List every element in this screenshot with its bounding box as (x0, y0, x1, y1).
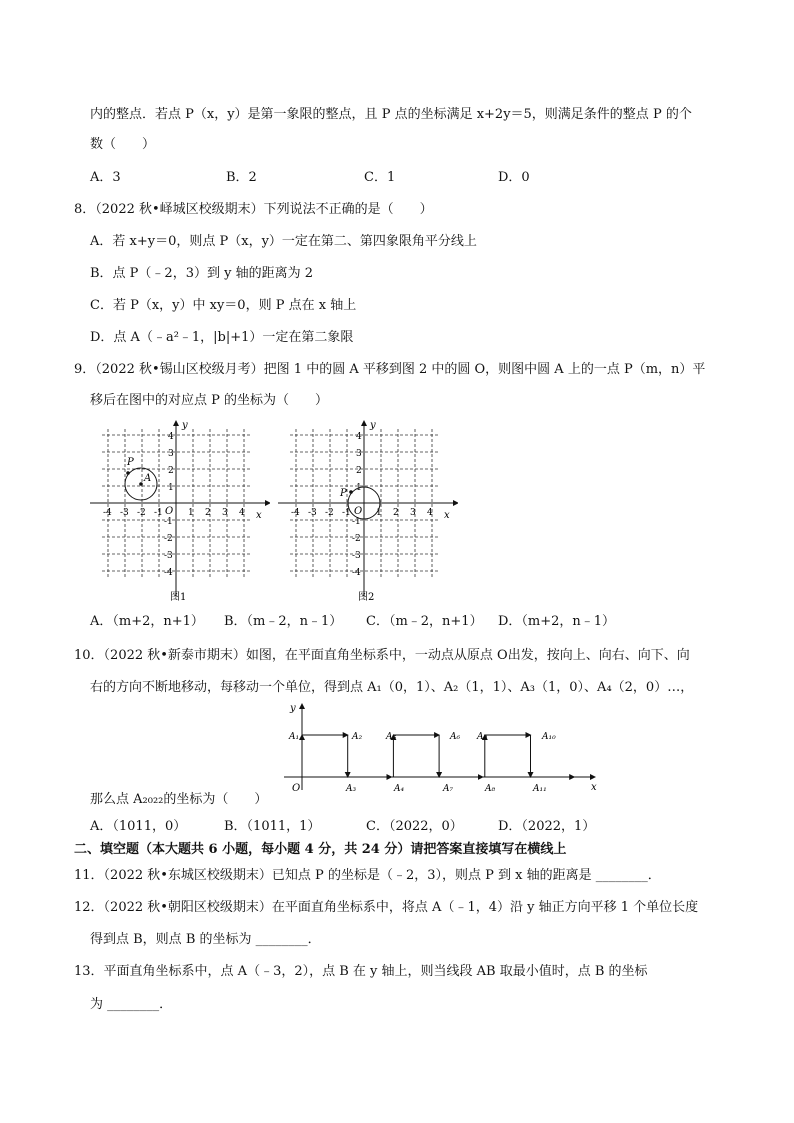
fig2-x-tick-label: -4 (291, 508, 300, 518)
q10-figure (280, 700, 600, 795)
q7-option-b: B．2 (226, 170, 257, 185)
fig1-caption: 图1 (170, 592, 187, 603)
fig1-label-p: P (127, 457, 134, 468)
fig2-x-tick-label: -2 (325, 508, 334, 518)
q10-label-a5: A₅ (386, 732, 397, 742)
fig2-x-arrow-icon (453, 500, 458, 506)
q9-line-1: 9．（2022 秋•锡山区校级月考）把图 1 中的圆 A 平移到图 2 中的圆 O，则图中圆 A 上的一点 P（m，n）平 (74, 362, 706, 377)
fig1-y-tick-label: -4 (164, 568, 173, 578)
fig2-y-tick-label: 3 (356, 449, 362, 459)
q9-option-a: A．（m+2，n+1） (90, 614, 204, 629)
fig2-y-tick-label: -1 (352, 517, 361, 527)
q9-figure-1 (90, 420, 270, 606)
fig2-x-tick-label: 4 (427, 508, 433, 518)
q7-option-a: A．3 (90, 170, 121, 185)
q11: 11．（2022 秋•东城区校级期末）已知点 P 的坐标是（﹣2，3），则点 P 到 x 轴的距离是 ________． (74, 868, 661, 883)
fig2-y-tick-label: 2 (356, 466, 362, 476)
fig1-x-tick-label: 4 (239, 508, 245, 518)
q10-label-a3: A₃ (346, 784, 357, 794)
fig2-y-arrow-icon (361, 420, 367, 426)
q10-label-a6: A₆ (450, 732, 461, 742)
fig2-x-tick-label: -3 (308, 508, 317, 518)
fig1-y-tick-label: 3 (168, 449, 174, 459)
fig1-x-tick-label: -2 (137, 508, 146, 518)
fig2-label-p: P (340, 488, 347, 499)
q7-line-2: 数（ ） (90, 137, 156, 152)
fig1-x-tick-label: 3 (222, 508, 228, 518)
fig1-y-tick-label: -2 (164, 534, 173, 544)
fig1-y-label: y (182, 420, 188, 431)
q10-line-2: 右的方向不断地移动，每移动一个单位，得到点 A₁（0，1）、A₂（1，1）、A₃（1，0）、A₄（2，0）…， (90, 680, 694, 695)
fig1-x-tick-label: -1 (154, 508, 163, 518)
q10-label-a1: A₁ (289, 732, 300, 742)
q10-option-a: A．（1011，0） (90, 819, 187, 834)
q10-option-c: C．（2022，0） (366, 819, 463, 834)
q7-option-c: C．1 (364, 170, 396, 185)
fig2-caption: 图2 (358, 592, 375, 603)
fig1-x-tick-label: 1 (188, 508, 194, 518)
q8-option-a: A．若 x+y＝0，则点 P（x，y）一定在第二、第四象限角平分线上 (90, 234, 477, 249)
q10-line-3: 那么点 A₂₀₂₂的坐标为（ ） (90, 792, 268, 807)
fig2-y-tick-label: 4 (356, 432, 362, 442)
fig2-y-tick-label: 1 (356, 483, 362, 493)
fig1-x-label: x (256, 510, 262, 521)
fig1-x-arrow-icon (265, 500, 270, 506)
q12-line-1: 12．（2022 秋•朝阳区校级期末）在平面直角坐标系中，将点 A（﹣1，4）沿 y 轴正方向平移 1 个单位长度 (74, 900, 699, 915)
q10-path (302, 735, 574, 777)
fig2-y-tick-label: -4 (352, 568, 361, 578)
q12-line-2: 得到点 B，则点 B 的坐标为 ________． (90, 932, 321, 947)
q7-option-d: D．0 (498, 170, 530, 185)
q10-option-d: D．（2022，1） (498, 819, 596, 834)
section-2-heading: 二、填空题（本大题共 6 小题，每小题 4 分，共 24 分）请把答案直接填写在横线上 (74, 842, 567, 857)
fig1-x-tick-label: 2 (205, 508, 211, 518)
q13-line-1: 13．平面直角坐标系中，点 A（﹣3，2），点 B 在 y 轴上，则当线段 AB 取最小值时，点 B 的坐标 (74, 964, 648, 979)
fig1-label-a: A (144, 473, 152, 484)
fig2-point-p (349, 490, 353, 494)
fig2-x-tick-label: 2 (393, 508, 399, 518)
q9-option-b: B．（m﹣2，n﹣1） (224, 614, 343, 629)
q10-label-a9: A₉ (477, 732, 488, 742)
fig1-y-tick-label: 1 (168, 483, 174, 493)
q13-line-2: 为 ________． (90, 997, 173, 1012)
q10-x-label: x (591, 782, 597, 793)
q8-stem: 8．（2022 秋•峄城区校级期末）下列说法不正确的是（ ） (74, 202, 433, 217)
q10-label-a10: A₁₀ (542, 732, 556, 742)
q8-option-b: B．点 P（﹣2，3）到 y 轴的距离为 2 (90, 266, 313, 281)
q10-label-a8: A₈ (485, 784, 496, 794)
q9-option-c: C．（m﹣2，n+1） (366, 614, 483, 629)
fig1-x-tick-label: -4 (103, 508, 112, 518)
q10-label-a4: A₄ (394, 784, 405, 794)
fig2-x-label: x (444, 510, 450, 521)
fig2-y-label: y (370, 420, 376, 431)
q9-figure-2 (278, 420, 458, 606)
fig2-y-tick-label: -2 (352, 534, 361, 544)
q8-option-c: C．若 P（x，y）中 xy＝0，则 P 点在 x 轴上 (90, 298, 357, 313)
fig1-center-a (139, 482, 143, 486)
fig1-y-tick-label: 4 (168, 432, 174, 442)
fig2-x-tick-label: -1 (342, 508, 351, 518)
q10-origin-label: O (292, 783, 301, 794)
fig1-y-tick-label: -1 (164, 517, 173, 527)
q10-line-1: 10．（2022 秋•新泰市期末）如图，在平面直角坐标系中，一动点从原点 O出发，按向上、向右、向下、向 (74, 648, 690, 663)
fig1-y-tick-label: 2 (168, 466, 174, 476)
fig1-x-tick-label: -3 (120, 508, 129, 518)
fig1-origin-label: O (165, 506, 174, 517)
q10-label-a2: A₂ (352, 732, 363, 742)
fig2-x-tick-label: 1 (376, 508, 382, 518)
fig2-x-tick-label: 3 (410, 508, 416, 518)
q10-label-a11: A₁₁ (533, 784, 547, 794)
q8-option-d: D．点 A（﹣a²﹣1，|b|+1）一定在第二象限 (90, 330, 354, 345)
q10-option-b: B．（1011，1） (224, 819, 321, 834)
fig1-y-tick-label: -3 (164, 551, 173, 561)
q9-option-d: D．（m+2，n﹣1） (498, 614, 616, 629)
fig2-origin-label: O (354, 506, 363, 517)
fig1-y-arrow-icon (173, 420, 179, 426)
q10-label-a7: A₇ (443, 784, 454, 794)
fig1-point-p (126, 471, 130, 475)
q10-y-label: y (290, 703, 296, 714)
q9-line-2: 移后在图中的对应点 P 的坐标为（ ） (90, 393, 329, 408)
fig2-y-tick-label: -3 (352, 551, 361, 561)
q7-line-1: 内的整点．若点 P（x，y）是第一象限的整点，且 P 点的坐标满足 x+2y＝5，则满足条件的整点 P 的个 (90, 107, 692, 122)
